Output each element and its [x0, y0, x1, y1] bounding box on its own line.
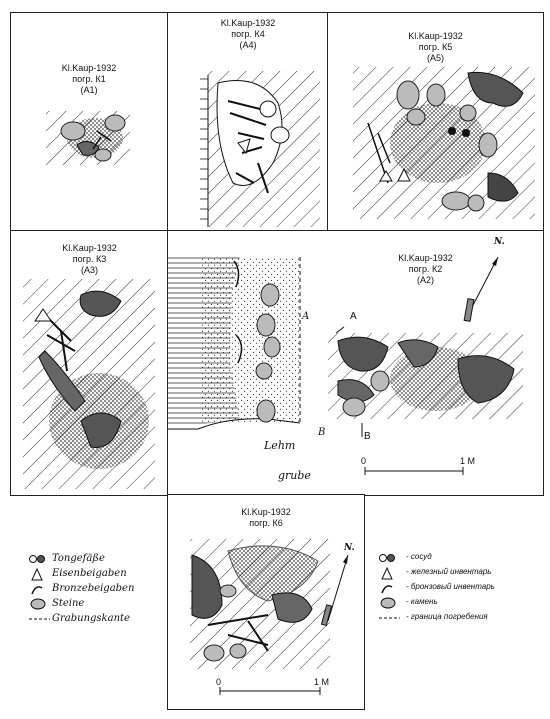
plan-drawing: [328, 13, 543, 231]
legend-item: [378, 566, 548, 581]
stone-icon: [378, 596, 404, 610]
point-b-label: B: [318, 427, 326, 438]
site-title: Kl.Kup-1932: [241, 507, 291, 517]
legend-german: [28, 552, 168, 627]
iron-item-icon: [378, 566, 404, 580]
legend-label: Eisenbeigaben: [52, 568, 127, 579]
legend-item: [28, 552, 168, 567]
site-title: Kl.Kaup-1932: [220, 18, 276, 28]
legend-item: [378, 596, 548, 611]
legend-label: Steine: [52, 598, 85, 609]
grave-plan-k3: [10, 230, 169, 496]
legend-item: [28, 597, 168, 612]
plan-drawing: [11, 13, 167, 231]
plan-drawing: [11, 231, 168, 495]
grave-plan-k1: [10, 12, 168, 232]
legend-label: - камень: [406, 597, 438, 606]
grave-number: погр. К1: [72, 74, 106, 84]
excavation-edge-icon: [28, 612, 54, 626]
north-label: N.: [494, 237, 505, 247]
legend-russian: [378, 551, 548, 626]
site-title: Kl.Kaup-1932: [61, 63, 117, 73]
legend-label: - сосуд: [406, 552, 432, 561]
scale-zero: 0: [216, 677, 222, 687]
legend-label: - граница погребения: [406, 612, 488, 621]
grube-label: grube: [278, 469, 311, 482]
site-title: Kl.Kaup-1932: [62, 243, 117, 253]
bronze-item-icon: [28, 582, 54, 596]
plan-drawing: [168, 13, 328, 231]
grave-number: погр. К2: [408, 264, 443, 274]
point-a-label: A: [302, 311, 310, 322]
grave-plan-k5: [327, 12, 544, 232]
legend-label: Grabungskante: [52, 613, 130, 624]
site-title: Kl.Kaup-1932: [398, 253, 453, 263]
legend-item: [378, 581, 548, 596]
grave-code: (А5): [426, 53, 444, 63]
legend-item: [378, 551, 548, 566]
legend-item: [28, 582, 168, 597]
legend-label: Tongefäße: [52, 553, 105, 564]
scale-one-m: 1 M: [460, 456, 476, 466]
legend-label: - железный инвентарь: [406, 567, 492, 576]
iron-item-icon: [28, 567, 54, 581]
bronze-item-icon: [378, 581, 404, 595]
legend-label: - бронзовый инвентарь: [406, 582, 495, 591]
grave-code: (А4): [239, 40, 257, 50]
grave-plan-k4: [167, 12, 329, 232]
grave-plan-k6: [167, 494, 365, 710]
site-title: Kl.Kaup-1932: [408, 31, 463, 41]
grave-plan-k2: [167, 230, 544, 496]
scale-zero: 0: [361, 456, 367, 466]
legend-item: [28, 612, 168, 627]
section-b-label: B: [364, 431, 371, 442]
plan-drawing: [168, 231, 543, 495]
legend-item: [28, 567, 168, 582]
stone-icon: [28, 597, 54, 611]
grave-code: (А3): [80, 265, 98, 275]
vessel-icon: [378, 551, 404, 565]
section-a-label: A: [350, 311, 357, 322]
scale-one-m: 1 M: [314, 677, 330, 687]
north-label: N.: [344, 543, 355, 553]
grave-number: погр. К4: [231, 29, 265, 39]
legend-label: Bronzebeigaben: [52, 583, 135, 594]
vessel-icon: [28, 552, 54, 566]
grave-number: погр. К6: [249, 518, 283, 528]
grave-number: погр. К5: [418, 42, 453, 52]
legend-item: [378, 611, 548, 626]
plan-drawing: [168, 495, 364, 709]
grave-code: (А2): [416, 275, 434, 285]
grave-number: погр. К3: [72, 254, 107, 264]
lehm-label: Lehm: [264, 439, 296, 452]
excavation-edge-icon: [378, 611, 404, 625]
grave-code: (А1): [80, 85, 98, 95]
